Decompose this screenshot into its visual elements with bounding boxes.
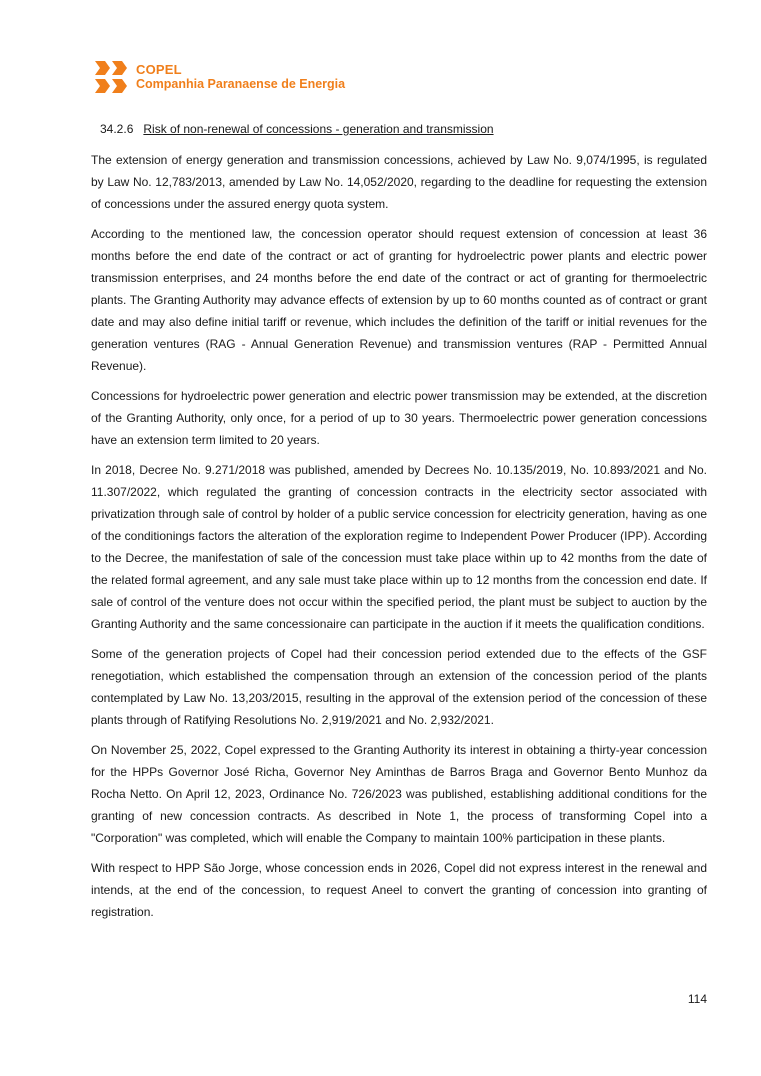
brand-text <box>136 63 345 91</box>
paragraph-law-extension: The extension of energy generation and transmission concessions, achieved by Law No. 9,074/1995, is regulated by Law No. 12,783/2013, amended by Law No. 14,052/2020, regarding to the deadline for requesting the extension of concessions under the assured energy quota system. <box>91 153 707 211</box>
paragraph-request-deadlines: According to the mentioned law, the concession operator should request extension of concession at least 36 months before the end date of the contract or act of granting for hydroelectric power plants and electric power transmission enterprises, and 24 months before the end date of the contract or act of granting for thermoelectric plants. The Granting Authority may advance effects of extension by up to 60 months counted as of contract or grant date and may also define initial tariff or revenue, which includes the definition of the tariff or initial revenues for the generation ventures (RAG - Annual Generation Revenue) and transmission ventures (RAP - Permitted Annual Revenue). <box>91 227 707 373</box>
brand-name: COPEL <box>136 62 182 77</box>
page-number: 114 <box>687 992 707 1006</box>
copel-logo-icon <box>93 59 129 95</box>
paragraph-extension-terms: Concessions for hydroelectric power generation and electric power transmission may be extended, at the discretion of the Granting Authority, only once, for a period of up to 30 years. Thermoelectric power generation concessions have an extension term limited to 20 years. <box>91 389 707 447</box>
section-title: Risk of non-renewal of concessions - generation and transmission <box>143 122 494 136</box>
document-body <box>91 119 707 931</box>
paragraph-hpp-renewal: On November 25, 2022, Copel expressed to the Granting Authority its interest in obtaining a thirty-year concession for the HPPs Governor José Richa, Governor Ney Aminthas de Barros Braga and Governor Bento Munhoz da Rocha Netto. On April 12, 2023, Ordinance No. 726/2023 was published, establishing additional conditions for the granting of new concession contracts. As described in Note 1, the process of transforming Copel into a "Corporation" was completed, which will enable the Company to maintain 100% participation in these plants. <box>91 743 707 845</box>
section-heading <box>100 119 707 139</box>
page-header <box>93 59 345 95</box>
section-number: 34.2.6 <box>100 122 134 136</box>
brand-full-name: Companhia Paranaense de Energia <box>136 77 346 91</box>
paragraph-gsf-renegotiation: Some of the generation projects of Copel had their concession period extended due to the effects of the GSF renegotiation, which established the compensation through an extension of the concession period of the plants contemplated by Law No. 13,203/2015, resulting in the approval of the extension period of the concession of these plants through of Ratifying Resolutions No. 2,919/2021 and No. 2,932/2021. <box>91 647 707 727</box>
paragraph-hpp-sao-jorge: With respect to HPP São Jorge, whose concession ends in 2026, Copel did not express interest in the renewal and intends, at the end of the concession, to request Aneel to convert the granting of concession into granting of registration. <box>91 861 707 919</box>
paragraph-decree-2018: In 2018, Decree No. 9.271/2018 was published, amended by Decrees No. 10.135/2019, No. 10.893/2021 and No. 11.307/2022, which regulated the granting of concession contracts in the electricity sector associated with privatization through sale of control by holder of a public service concession for electricity generation, having as one of the conditionings factors the alteration of the exploration regime to Independent Power Producer (IPP). According to the Decree, the manifestation of sale of the concession must take place within up to 42 months from the date of the related formal agreement, and any sale must take place within up to 12 months from the concession end date. If sale of control of the venture does not occur within the specified period, the plant must be subject to auction by the Granting Authority and the same concessionaire can participate in the auction if it meets the qualification conditions. <box>91 463 707 631</box>
